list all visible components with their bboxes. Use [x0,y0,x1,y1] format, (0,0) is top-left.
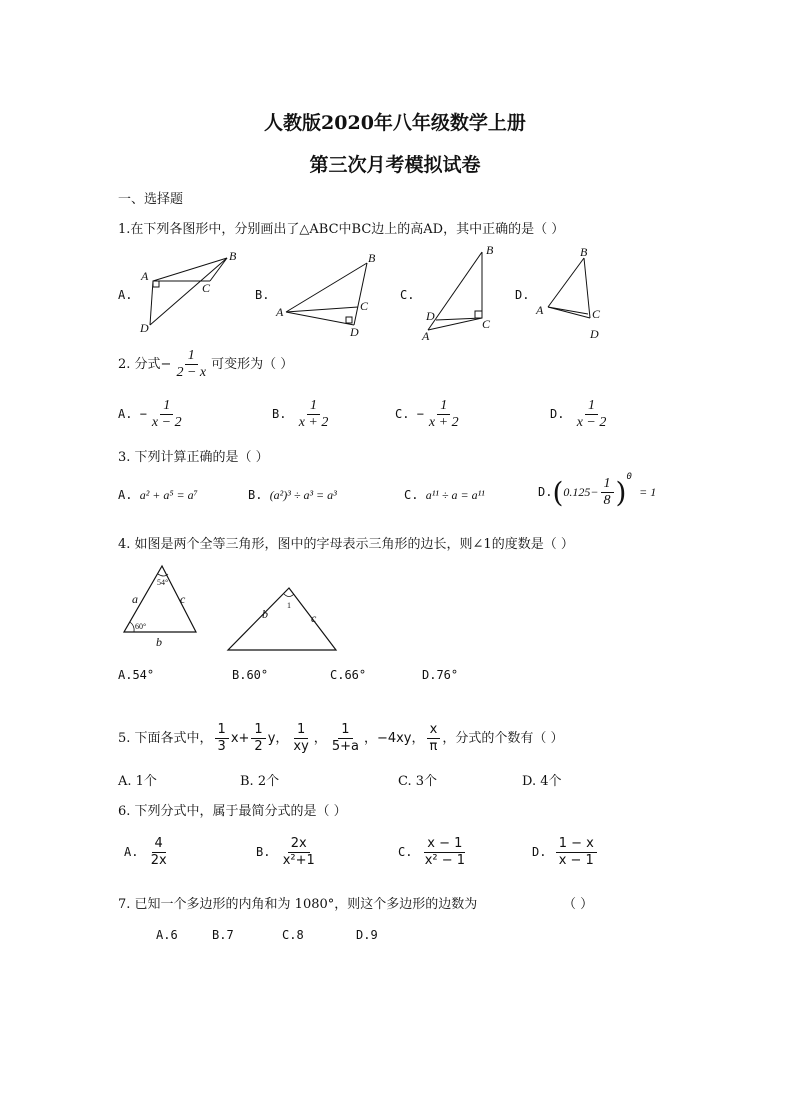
question-3-stem: 3. 下列计算正确的是（ ） [118,450,269,465]
side-b: b [156,635,162,649]
label-a: A [422,329,430,343]
question-7-paren: （ ） [563,897,594,912]
q3-option-c: C. a¹¹ ÷ a = a¹¹ [404,488,485,502]
q6-option-b: B. $\frac{2x}{\text{x²+1}}$ [256,836,315,868]
q5-option-d: D. 4个 [522,774,562,789]
q7-option-a: A.6 [156,928,178,942]
q4-option-b: B.60° [232,668,269,682]
label-c: C [202,281,211,295]
q4-figure-left [118,558,213,654]
q6-option-d: D. $\frac{1 - x}{x - 1}$ [532,836,599,869]
question-6-stem: 6. 下列分式中，属于最简分式的是（ ） [118,804,347,819]
q4-option-d: D.76° [422,668,459,682]
section-heading: 一、选择题 [118,192,184,207]
angle-1: 1 [287,601,291,610]
q7-option-d: D.9 [356,928,378,942]
side-b: b [262,607,268,621]
q4-option-c: C.66° [330,668,367,682]
label-c: C [482,317,491,331]
q2-stem-post: 可变形为（ ） [211,357,294,372]
label-b: B [229,249,237,263]
q7-option-b: B.7 [212,928,234,942]
label-b: B [486,243,494,257]
q4-option-a: A.54° [118,668,155,682]
q2-stem-fraction: $\frac{1}{2 - x}$ [176,348,207,380]
side-a: a [132,592,138,606]
q1-figure-d [532,242,612,342]
q7-option-c: C.8 [282,928,304,942]
question-7-stem: 7. 已知一个多边形的内角和为 1080°，则这个多边形的边数为 [118,897,478,912]
question-4-stem: 4. 如图是两个全等三角形，图中的字母表示三角形的边长，则∠1的度数是（ ） [118,537,574,552]
q3-option-a: A. a² + a⁵ = a⁷ [118,488,198,502]
q1-option-a-label: A. [118,288,133,302]
q6-option-a: A. $\frac{4}{2x}$ [124,836,167,868]
q3-option-d: D.(0.125− $\frac{1}{8}$ )$^0$ = 1 [538,472,657,509]
label-c: C [360,299,369,313]
label-d: D [590,327,599,341]
label-a: A [536,303,544,317]
q2-option-c: C. − $\frac{1}{x + 2}$ [395,398,459,430]
q1-figure-a [135,248,245,338]
q2-option-a: A. − $\frac{1}{x - 2}$ [118,398,182,430]
question-1-stem: 1.在下列各图形中，分别画出了△ABC中BC边上的高AD，其中正确的是（ ） [118,222,565,237]
q1-figure-c [418,240,508,344]
q6-option-c: C. $\frac{x - 1}{\text{x² − 1}}$ [398,836,466,868]
label-b: B [368,251,376,265]
question-2-stem [118,348,293,381]
q2-option-d: D. $\frac{1}{x - 2}$ [550,398,607,430]
q2-stem-pre: 2. 分式− [118,357,172,372]
question-5-stem: 5. 下面各式中， $\frac{1}{3}$ x+ $\frac{1}{2}$ y， $\frac{1}{xy}$ ， $\frac{1}{5+a}$ ，−4xy， $\frac{x}{\pi}$ ，分式的个数有（ ） [118,722,564,754]
label-b: B [580,245,588,259]
q1-option-b-label: B. [255,288,270,302]
title-line-2: 第三次月考模拟试卷 [309,154,481,176]
q5-option-a: A. 1个 [118,774,157,789]
title-line-1: 人教版2020年八年级数学上册 [264,112,526,134]
q5-option-b: B. 2个 [240,774,280,789]
q1-figure-b [272,248,382,338]
angle-60: 60° [135,622,147,631]
label-a: A [276,305,284,319]
label-c: C [592,307,601,321]
q1-option-d-label: D. [515,288,530,302]
angle-54: 54° [157,578,169,587]
q4-figure-right [222,582,342,658]
q2-option-b: B. $\frac{1}{x + 2}$ [272,398,329,430]
label-a: A [141,269,149,283]
label-d: D [426,309,435,323]
q5-option-c: C. 3个 [398,774,438,789]
side-c: c [311,611,317,625]
label-d: D [350,325,359,338]
q3-option-b: B. (a²)³ ÷ a³ = a³ [248,488,337,502]
label-d: D [140,321,149,335]
side-c: c [180,592,186,606]
q1-option-c-label: C. [400,288,415,302]
